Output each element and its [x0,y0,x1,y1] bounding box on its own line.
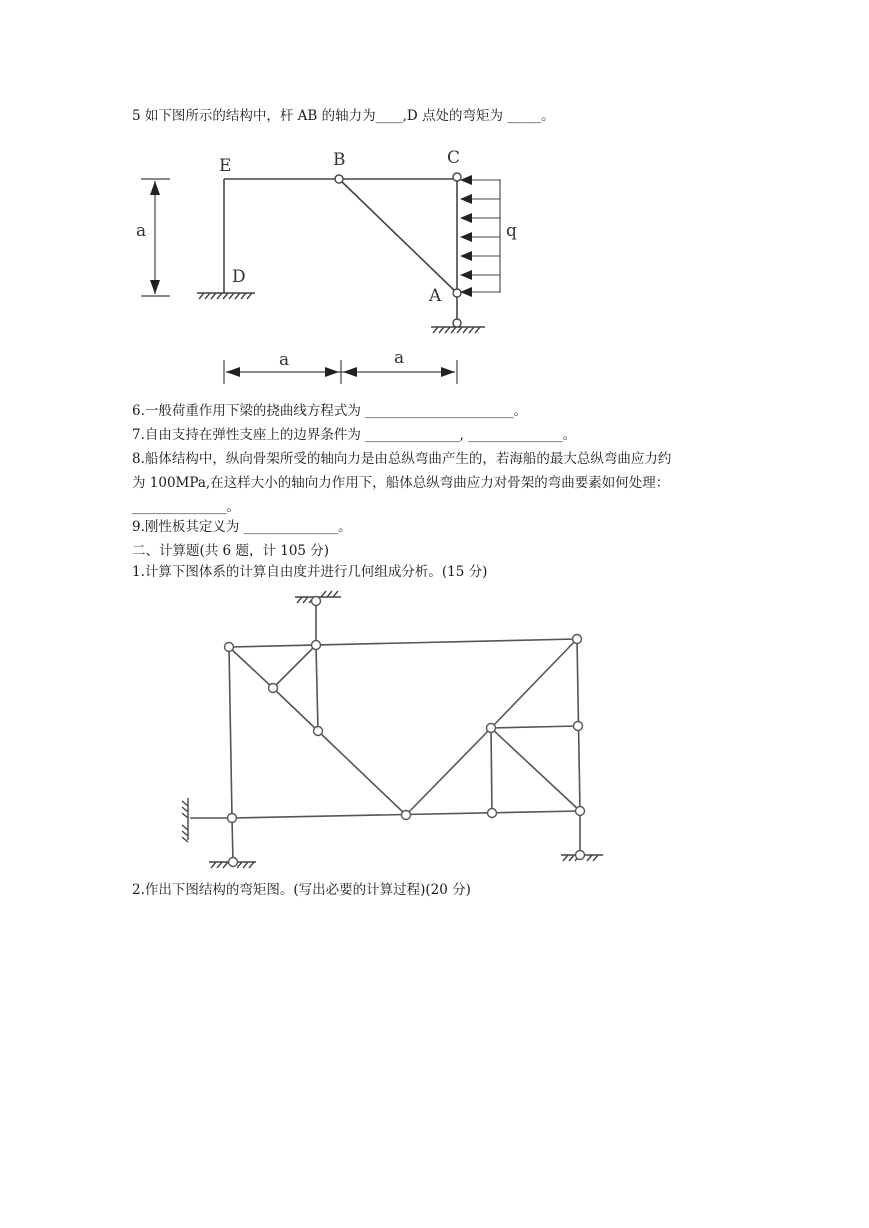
hinge-a [453,289,461,297]
label-span-2: a [394,348,405,368]
truss-figure [0,585,869,885]
section-heading: 二、计算题(共 6 题，计 105 分) [132,543,330,559]
label-a: A [429,286,442,306]
question-8-line-3: ______________。 [132,499,240,515]
label-d: D [232,267,246,287]
calc-question-2: 2.作出下图结构的弯矩图。(写出必要的计算过程)(20 分) [132,882,471,898]
label-c: C [447,148,461,168]
label-b: B [333,150,346,170]
fixed-support-d [197,293,255,299]
frame-figure [0,0,869,400]
question-7: 7.自由支持在弹性支座上的边界条件为 ______________, ______________。 [132,427,577,443]
fixed-support-left [182,798,188,842]
hinge-support [453,319,461,327]
question-8-line-1: 8.船体结构中，纵向骨架所受的轴向力是由总纵弯曲产生的，若海船的最大总纵弯曲应力约 [132,451,672,467]
calc-question-1: 1.计算下图体系的计算自由度并进行几何组成分析。(15 分) [132,564,488,580]
label-height: a [136,221,147,241]
span-dimension [224,360,457,384]
pin-support-a [431,327,485,333]
label-q: q [506,221,517,241]
question-6: 6.一般荷重作用下梁的挠曲线方程式为 ______________________。 [132,403,528,419]
question-8-line-2: 为 100MPa,在这样大小的轴向力作用下，船体总纵弯曲应力对骨架的弯曲要素如何处理： [132,475,670,491]
question-9: 9.刚性板其定义为 ______________。 [132,519,352,535]
hinge-b [335,175,343,183]
label-e: E [219,156,232,176]
label-span-1: a [279,350,290,370]
hinge-c [453,173,461,181]
question-5: 5 如下图所示的结构中，杆 AB 的轴力为____,D 点处的弯矩为 _____。 [132,108,555,124]
